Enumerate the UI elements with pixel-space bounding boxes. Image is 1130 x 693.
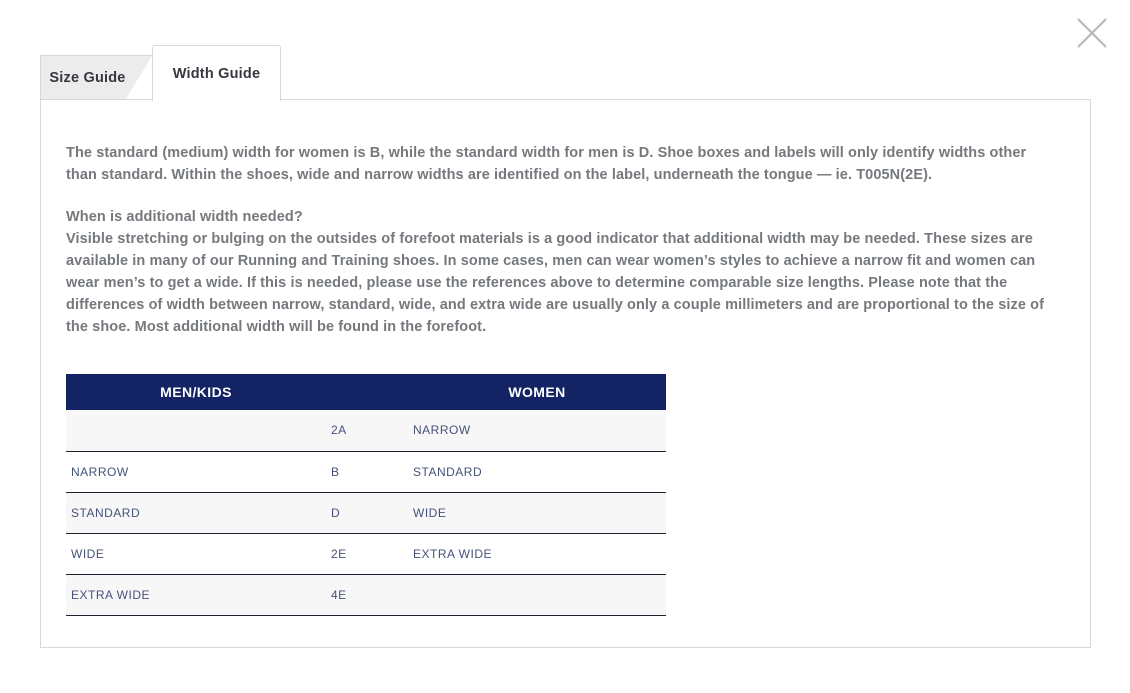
additional-width-heading: When is additional width needed?	[66, 209, 303, 225]
width-code: 2E	[331, 546, 347, 561]
table-row	[66, 410, 666, 451]
tab-size-guide[interactable]	[40, 55, 153, 100]
women-width-label: WIDE	[413, 505, 447, 520]
width-code: D	[331, 505, 341, 520]
width-comparison-table	[66, 374, 666, 616]
tab-size-guide-label: Size Guide	[49, 70, 126, 86]
table-row	[66, 533, 666, 574]
table-header-row	[66, 374, 666, 410]
women-width-label: EXTRA WIDE	[413, 546, 493, 561]
table-row	[66, 492, 666, 533]
width-code: 2A	[331, 423, 347, 438]
tab-width-guide[interactable]	[152, 45, 281, 101]
men-width-label: WIDE	[71, 546, 105, 561]
additional-width-paragraph: Visible stretching or bulging on the outsides of forefoot materials is a good indicator that additional width may be needed. These sizes are available in many of our Running and Training shoes. In some cases, men can wear women’s styles to achieve a narrow fit and women can wear men’s to get a wide. If this is needed, please use the references above to determine comparable size lengths. Please note that the differences of width between narrow, standard, wide, and extra wide are usually only a couple millimeters and are proportional to the size of the shoe. Most additional width will be found in the forefoot.	[66, 231, 1045, 335]
header-men-kids: MEN/KIDS	[66, 374, 326, 410]
men-width-label: EXTRA WIDE	[71, 587, 151, 602]
women-width-label: NARROW	[413, 423, 471, 438]
men-width-label: STANDARD	[71, 505, 141, 520]
women-width-label	[408, 574, 666, 615]
close-icon	[1074, 15, 1110, 51]
women-width-label: STANDARD	[413, 464, 483, 479]
table-row	[66, 451, 666, 492]
header-women: WOMEN	[408, 374, 666, 410]
intro-paragraph: The standard (medium) width for women is B, while the standard width for men is D. Shoe boxes and labels will only identify widths other than standard. Within the shoes, wide and narrow widths are identified on the label, underneath the tongue — ie. T005N(2E).	[66, 145, 1027, 183]
men-width-label: NARROW	[71, 464, 129, 479]
tab-width-guide-label: Width Guide	[172, 65, 261, 82]
width-code: 4E	[331, 587, 347, 602]
width-guide-panel	[40, 99, 1091, 648]
table-row	[66, 574, 666, 615]
header-width-code	[326, 374, 408, 410]
men-width-label	[66, 410, 326, 451]
width-code: B	[331, 464, 340, 479]
close-button[interactable]	[1072, 14, 1112, 54]
